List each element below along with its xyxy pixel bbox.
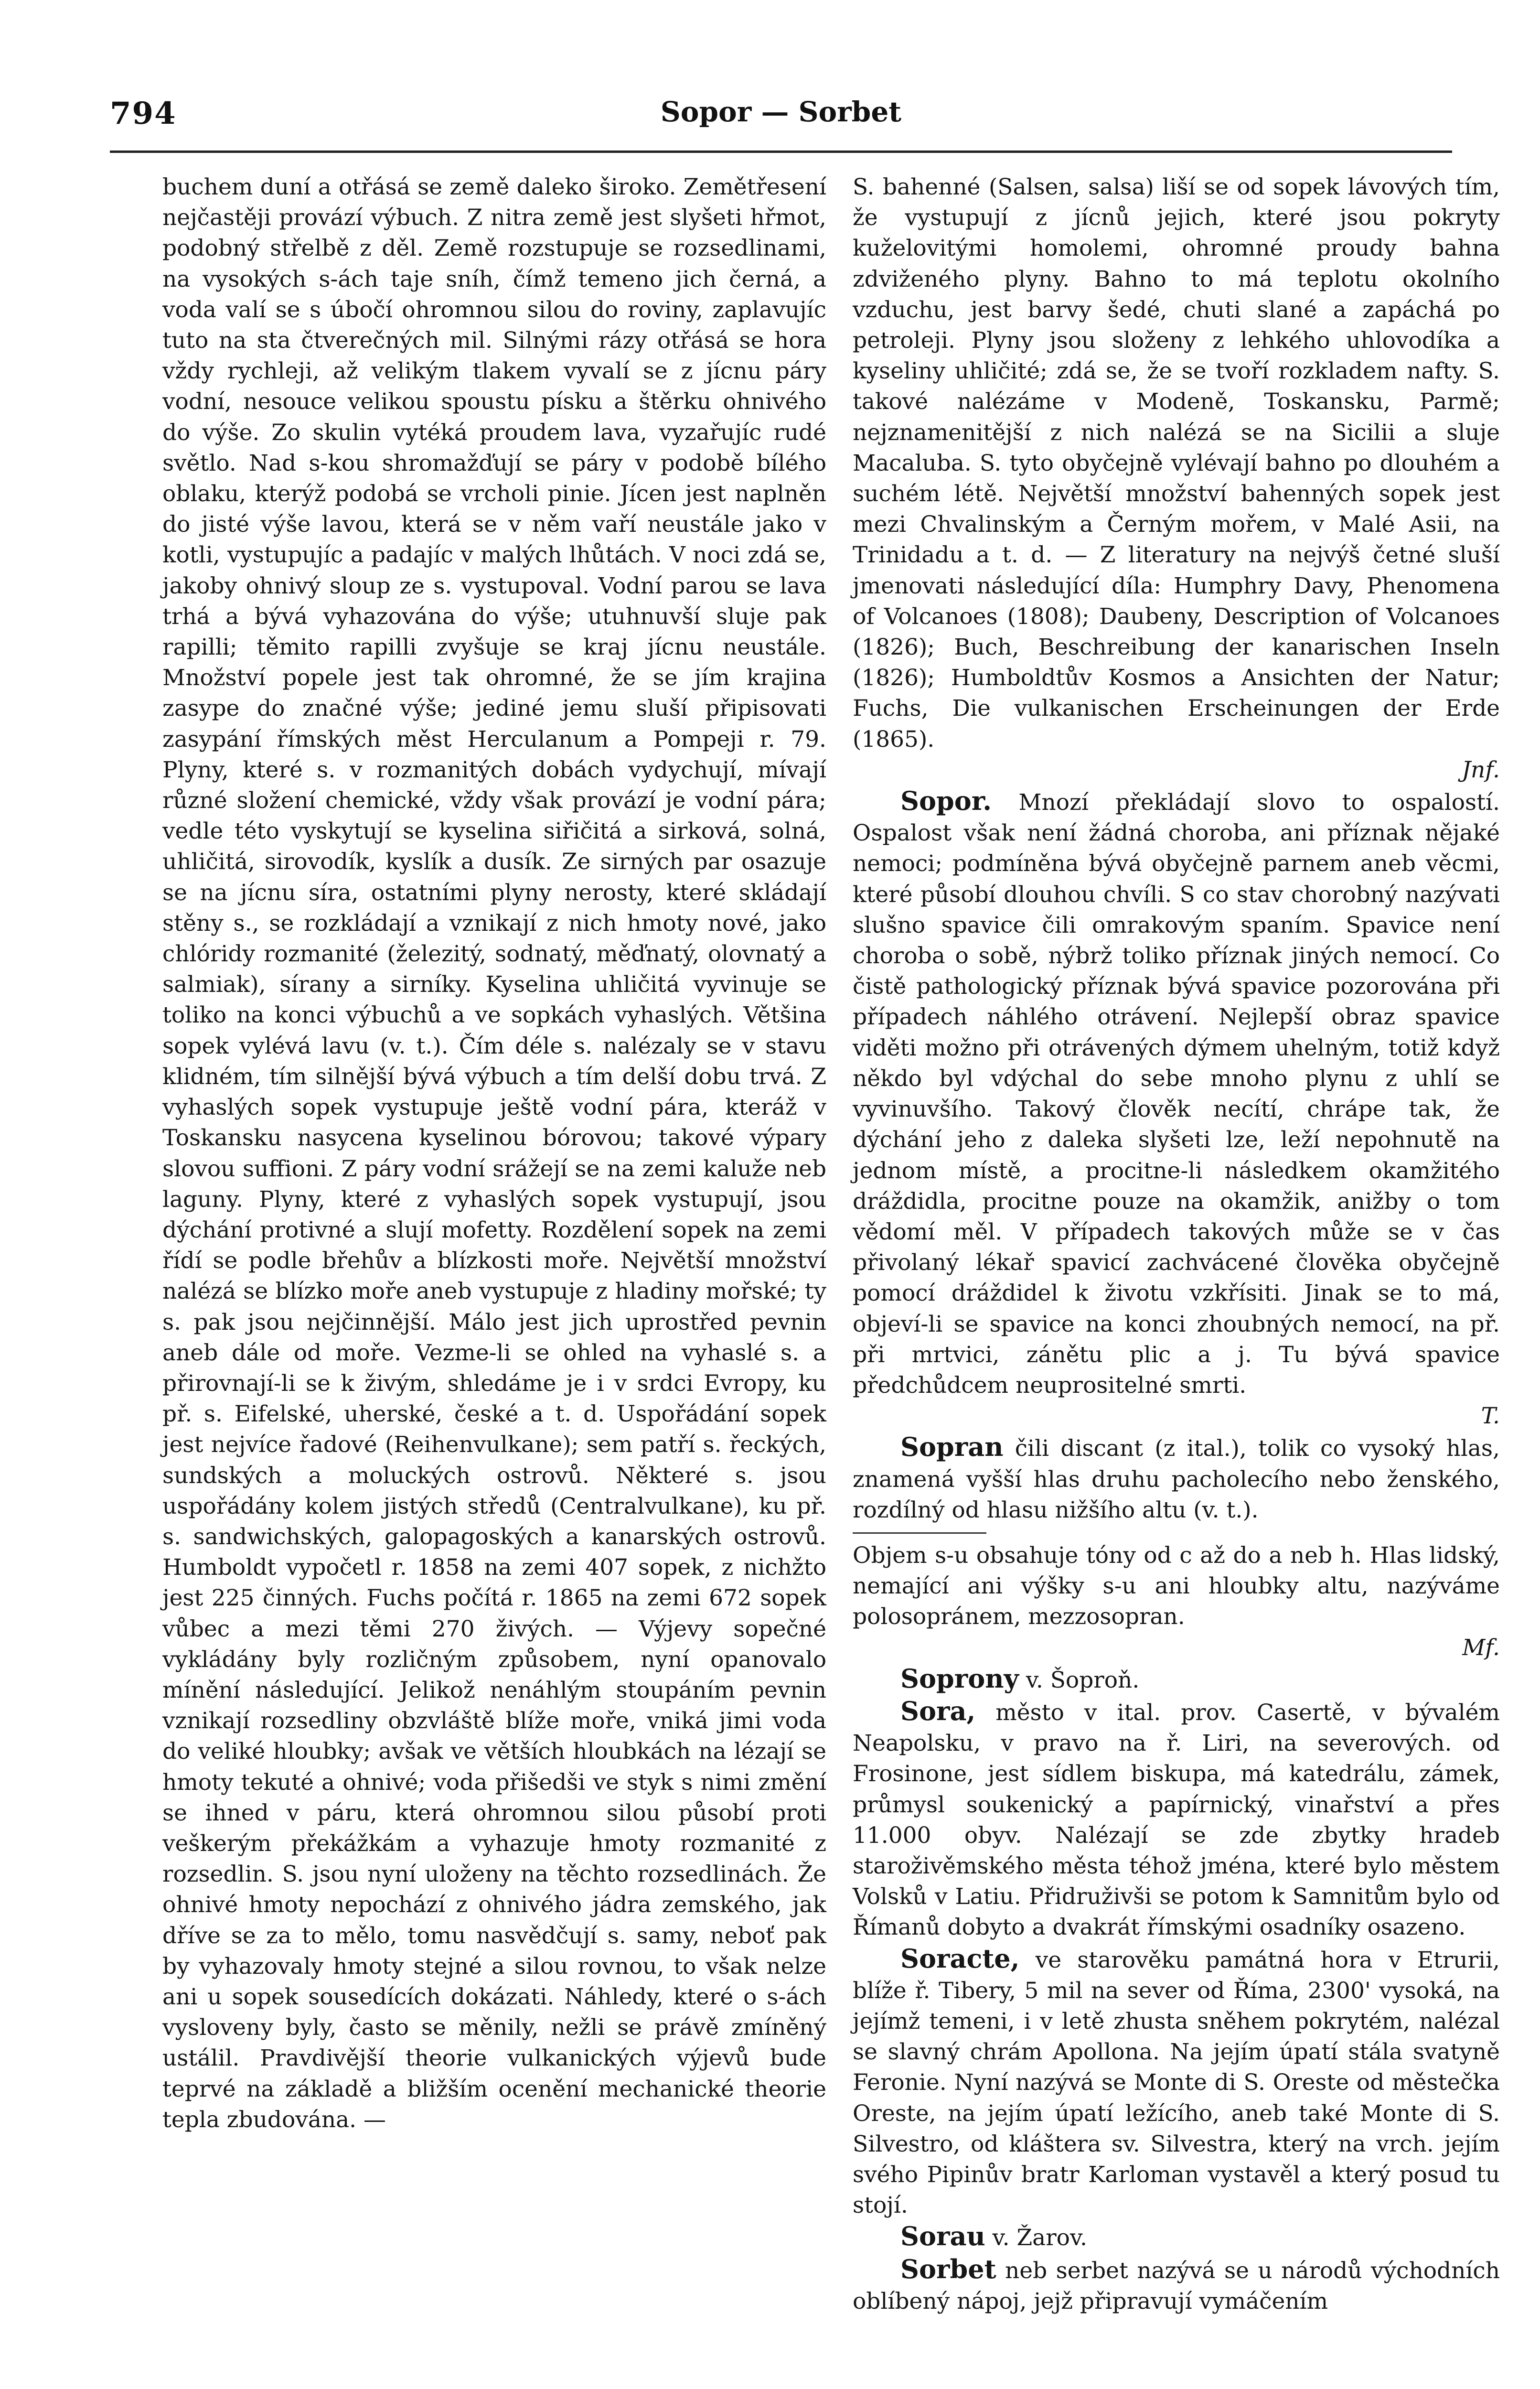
volcano-article-continuation: buchem duní a otřásá se země daleko široko. Zemětřesení nejčastěji provází výbuch. Z nitra země jest slyšeti hřmot, podobný střelbě z děl. Země rozstupuje se rozsedlinami, na vysokých s-ách taje sníh, čímž temeno jich černá, a voda valí se s úbočí ohromnou silou do roviny, zaplavujíc tuto na sta čtverečných mil. Silnými rázy otřásá se hora vždy rychleji, až velikým tlakem vyvalí se z jícnu páry vodní, nesouce velikou spoustu písku a štěrku ohnivého do výše. Zo skulin vytéká proudem lava, vyzařujíc rudé světlo. Nad s-kou shromažďují se páry v podobě bílého oblaku, kterýž podobá se vrcholi pinie. Jícen jest naplněn do jisté výše lavou, která se v něm vaří neustále jako v kotli, vystupujíc a padajíc v malých lhůtách. V noci zdá se, jakoby ohnivý sloup ze s. vystupoval. Vodní parou se lava trhá a bývá vyhazována do výše; utuhnuvší sluje pak rapilli; těmito rapilli zvyšuje se kraj jícnu neustále. Množství popele jest tak ohromné, že se jím krajina zasype do značné výše; jediné jemu sluší připisovati zasypání římských měst Herculanum a Pompeji r. 79. Plyny, které s. v rozmanitých dobách vydychují, mívají různé složení chemické, vždy však provází je vodní pára; vedle této vyskytují se kyselina siřičitá a sirková, solná, uhličitá, sirovodík, kyslík a dusík. Ze sirných par osazuje se na jícnu síra, ostatními plyny nerosty, které skládají stěny s., se rozkládají a vznikají z nich hmoty nové, jako chlóridy rozmanité (železitý, sodnatý, měďnatý, olovnatý a salmiak), sírany a sirníky. Kyselina uhličitá vyvinuje se toliko na konci výbuchů a ve sopkách vyhaslých. Většina sopek vylévá lavu (v. t.). Čím déle s. nalézaly se v stavu klidném, tím silnější bývá výbuch a tím delší dobu trvá. Z vyhaslých sopek vystupuje ještě vodní pára, kteráž v Toskansku nasycena kyselinou bórovou; takové výpary slovou suffioni. Z páry vodní srážejí se na zemi kaluže neb laguny. Plyny, které z vyhaslých sopek vystupují, jsou dýchání protivné a slují mofetty. Rozdělení sopek na zemi řídí se podle břehův a blízkosti moře. Největší množství nalézá se blízko moře aneb vystupuje z hladiny mořské; ty s. pak jsou nejčinnější. Málo jest jich uprostřed pevnin aneb dále od moře. Vezme-li se ohled na vyhaslé s. a přirovnají-li se k živým, shledáme je i v srdci Evropy, ku př. s. Eifelské, uherské, české a t. d. Uspořádání sopek jest nejvíce řadové (Reihenvulkane); sem patří s. řeckých, sundských a moluckých ostrovů. Některé s. jsou uspořádány kolem jistých středů (Centralvulkane), ku př. s. sandwichských, galopagoských a kanarských ostrovů. Humboldt vypočetl r. 1858 na zemi 407 sopek, z nichžto jest 225 činných. Fuchs počítá r. 1865 na zemi 672 sopek vůbec a mezi těmi 270 živých. — Výjevy sopečné vykládány byly rozličným způsobem, nyní opanovalo mínění následující. Jelikož nenáhlým stoupáním pevnin vznikají rozsedliny obzvláště blíže moře, vniká jimi voda do veliké hloubky; avšak ve větších hloubkách na lézají se hmoty tekuté a ohnivé; voda přišedši ve styk s nimi změní se ihned v páru, která ohromnou silou působí proti veškerým překážkám a vyhazuje hmoty rozmanité z rozsedlin. S. jsou nyní uloženy na těchto rozsedlinách. Že ohnivé hmoty nepochází z ohnivého jádra zemského, jak dříve se za to mělo, tomu nasvědčují s. samy, neboť pak by vyhazovaly hmoty stejné a silou rovnou, to však nelze ani u sopek sousedících dokázati. Náhledy, které o s-ách vysloveny byly, často se měnily, nežli se právě zmíněný ustálil. Pravdivější theorie vulkanických výjevů bude teprvé na základě a bližším ocenění mechanické theorie tepla zbudována. — [162, 174, 826, 2133]
sopka-mud-volcanoes: S. bahenné (Salsen, salsa) liší se od sopek lávových tím, že vystupují z jícnů jejich, které jsou pokryty kuželovitými homolemi, ohromné proudy bahna zdviženého plyny. Bahno to má teplotu okolního vzduchu, jest barvy šedé, chuti slané a zapáchá po petroleji. Plyny jsou složeny z lehkého uhlovodíka a kyseliny uhličité; zdá se, že se tvoří rozkladem nafty. S. takové nalézáme v Modeně, Toskansku, Parmě; nejznamenitější z nich nalézá se na Sicilii a sluje Macaluba. S. tyto obyčejně vylévají bahno po dlouhém a suchém létě. Největší množství bahenných sopek jest mezi Chvalinským a Černým mořem, v Malé Asii, na Trinidadu a t. d. — Z literatury na nejvýš četné sluší jmenovati následující díla: Humphry Davy, Phenomena of Volcanoes (1808); Daubeny, Description of Volcanoes (1826); Buch, Beschreibung der kanarischen Inseln (1826); Humboldtův Kosmos a Ansichten der Natur; Fuchs, Die vulkanischen Erscheinungen der Erde (1865). [853, 174, 1500, 753]
sopran-signature: Mf. [1462, 1634, 1500, 1661]
headword-soprony: Soprony [900, 1663, 1019, 1694]
entry-soprony [853, 1663, 1500, 1696]
headword-sorbet: Sorbet [900, 2253, 996, 2284]
headword-sorau: Sorau [900, 2221, 985, 2252]
sorbet-text: neb serbet nazývá se u národů východních oblíbený nápoj, jejž připravují vymáčením [853, 2257, 1500, 2314]
sorau-text: v. Žarov. [992, 2225, 1087, 2251]
headword-soracte: Soracte, [900, 1943, 1020, 1974]
entry-sorau [853, 2221, 1500, 2253]
entry-sopran [853, 1431, 1500, 1526]
headword-sopor: Sopor. [900, 786, 992, 817]
sopran-divider [853, 1532, 986, 1534]
left-column [162, 172, 826, 2135]
headword-sora: Sora, [900, 1695, 976, 1726]
sopor-signature: T. [1481, 1403, 1500, 1430]
entry-sora [853, 1696, 1500, 1943]
entry-sopor [853, 786, 1500, 1401]
soprony-text: v. Šoproň. [1026, 1667, 1140, 1693]
right-column [853, 172, 1500, 2317]
sopor-text: Mnozí překládají slovo to ospalostí. Ospalost však není žádná choroba, ani příznak nějaké nemoci; podmíněna bývá obyčejně parnem aneb věcmi, které působí dlouhou chvíli. S co stav chorobný nazývati slušno spavice čili omrakovým spaním. Spavice není choroba o sobě, nýbrž toliko příznak jiných nemocí. Co čistě pathologický příznak bývá spavice pozorována při případech náhlého otrávení. Nejlepší obraz spavice viděti možno při otrávených dýmem uhelným, totiž když někdo byl vdýchal do sebe mnoho plynu z uhlí se vyvinuvšího. Takový člověk necítí, chrápe tak, že dýchání jeho z daleka slyšeti lze, leží nepohnutě na jednom místě, a procitne-li následkem okamžitého dráždidla, procitne pouze na okamžik, anižby o tom vědomí měl. V případech takových může se v čas přivolaný lékař spavicí zachvácené člověka obyčejně pomocí dráždidel k životu vzkřísiti. Jinak se to má, objeví-li se spavice na konci zhoubných nemocí, na př. při mrtvici, zánětu plic a j. Tu bývá spavice předchůdcem neuprositelné smrti. [853, 789, 1500, 1399]
entry-soracte [853, 1943, 1500, 2221]
running-head: Sopor — Sorbet [660, 96, 902, 128]
sopka-signature: Jnf. [1462, 756, 1500, 783]
soracte-text: ve starověku památná hora v Etrurii, blíže ř. Tibery, 5 mil na sever od Říma, 2300' vysoká, na jejímž temeni, i v letě zhusta sněhem pokrytém, nalézal se slavný chrám Apollona. Na jejím úpatí stála svatyně Feronie. Nyní nazývá se Monte di S. Oreste od městečka Oreste, na jejím úpatí ležícího, aneb také Monte di S. Silvestro, od kláštera sv. Silvestra, který na vrch. jejím svého Pipinův bratr Karloman vystavěl a který posud tu stojí. [853, 1947, 1500, 2219]
headword-sopran: Sopran [900, 1431, 1004, 1463]
page-number: 794 [110, 96, 177, 131]
page-header [110, 96, 1452, 153]
sora-text: město v ital. prov. Casertě, v bývalém Neapolsku, v pravo na ř. Liri, na severových. od Frosinone, jest sídlem biskupa, má katedrálu, zámek, průmysl soukenický a papírnický, vinařství a přes 11.000 obyv. Nalézají se zde zbytky hradeb staroživěmského města téhož jména, které bylo městem Volsků v Latiu. Přidruživši se potom k Samnitům bylo od Římanů dobyto a dvakrát římskými osadníky osazeno. [853, 1699, 1500, 1941]
sopran-text: čili discant (z ital.), tolik co vysoký hlas, znamená vyšší hlas druhu pacholecího nebo ženského, rozdílný od hlasu nižšího altu (v. t.). [853, 1435, 1500, 1523]
sopran-text-2: Objem s-u obsahuje tóny od c až do a neb h. Hlas lidský, nemající ani výšky s-u ani hloubky altu, nazýváme polosopránem, mezzosopran. [853, 1542, 1500, 1630]
header-rule [110, 151, 1452, 153]
entry-sorbet [853, 2254, 1500, 2317]
